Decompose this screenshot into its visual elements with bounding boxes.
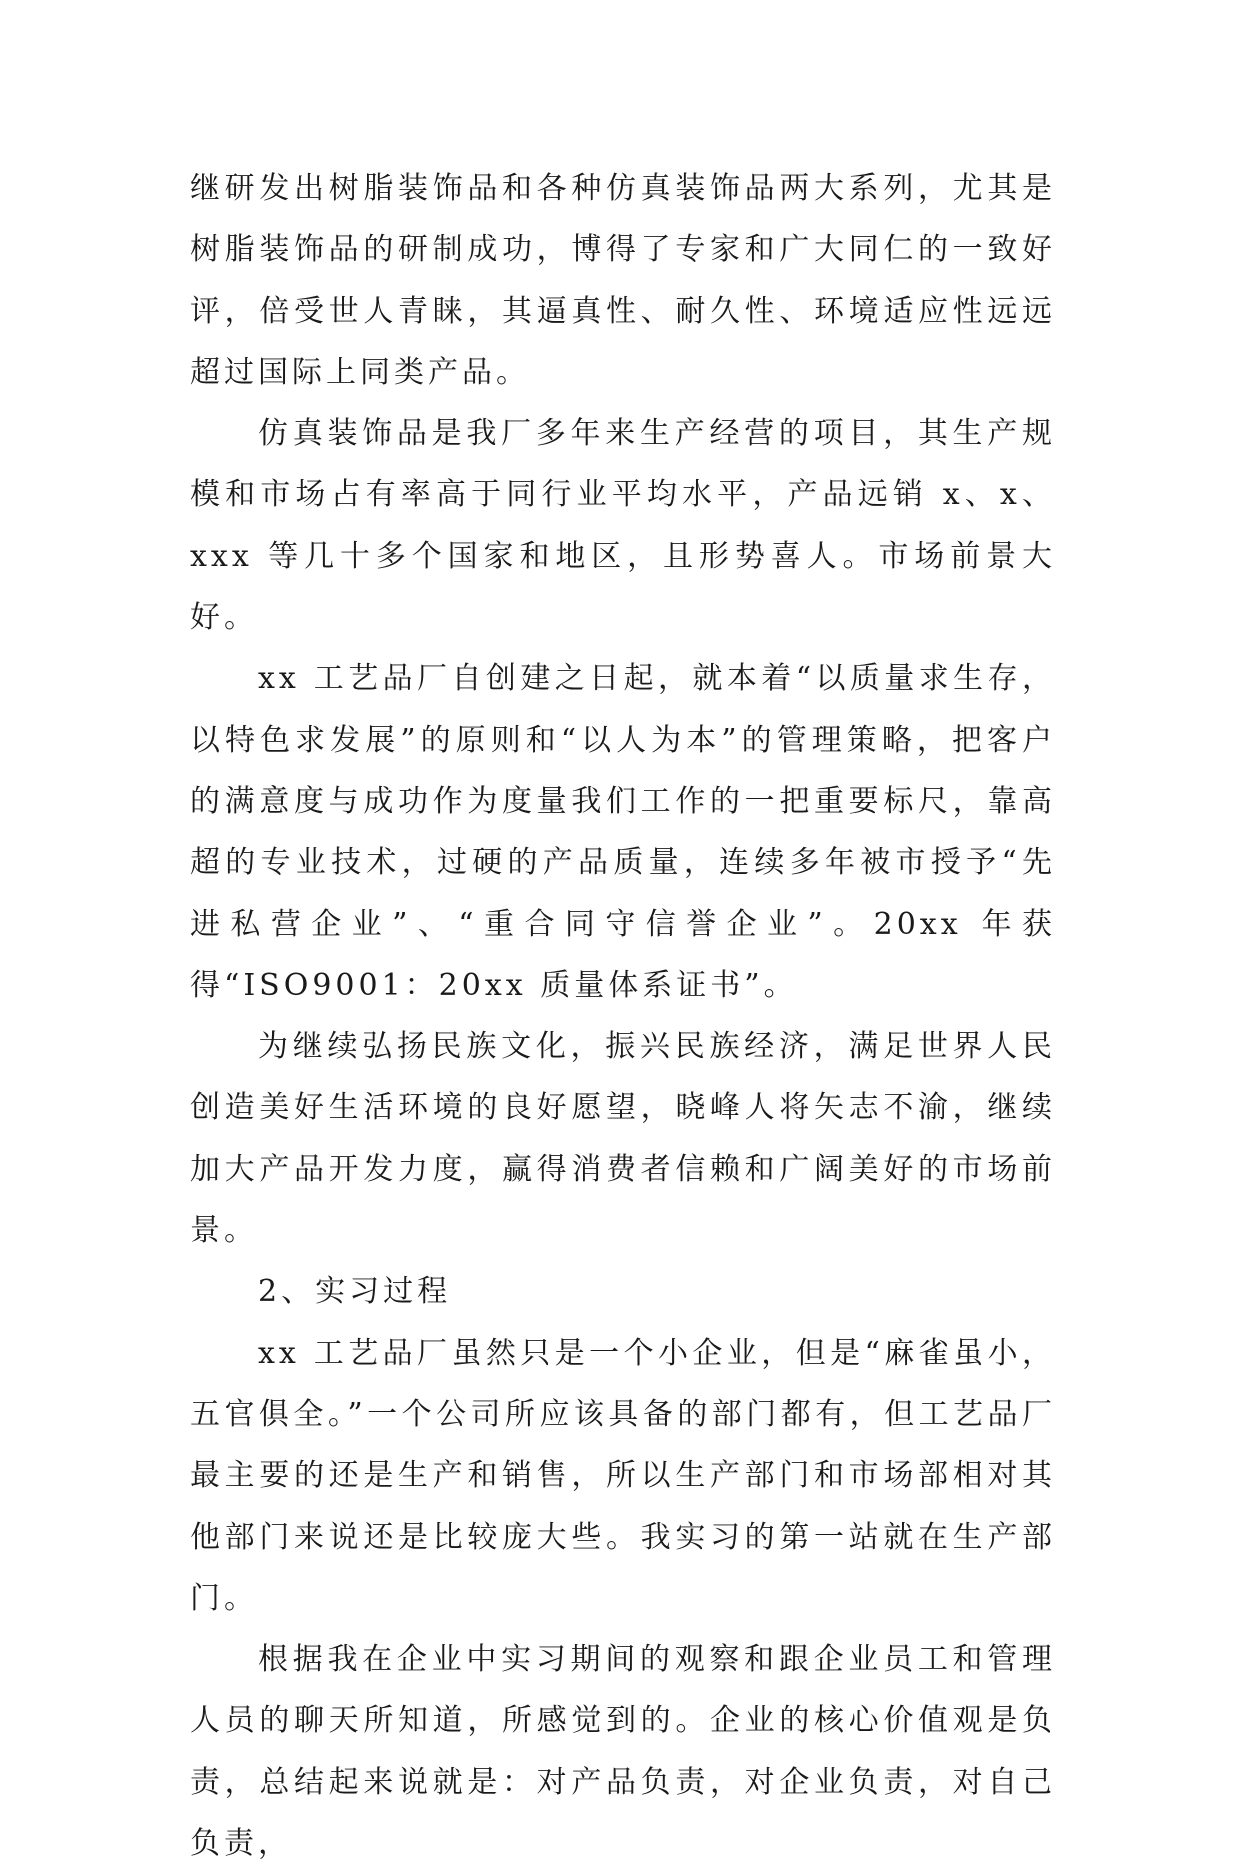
paragraph-departments: xx 工艺品厂虽然只是一个小企业，但是“麻雀虽小，五官俱全。”一个公司所应该具备的部门都有，但工艺品厂最主要的还是生产和销售，所以生产部门和市场部相对其他部门来说还是比较庞大些。我实习的第一站就在生产部门。 [190, 1335, 1056, 1616]
paragraph-company-philosophy: xx 工艺品厂自创建之日起，就本着“以质量求生存，以特色求发展”的原则和“以人为本”的管理策略，把客户的满意度与成功作为度量我们工作的一把重要标尺，靠高超的专业技术，过硬的产品质量，连续多年被市授予“先进私营企业”、“重合同守信誉企业”。20xx 年获得“ISO9001：20xx 质量体系证书”。 [190, 661, 1056, 1003]
paragraph-core-values: 根据我在企业中实习期间的观察和跟企业员工和管理人员的聊天所知道，所感觉到的。企业的核心价值观是负责，总结起来说就是：对产品负责，对企业负责，对自己负责， [190, 1642, 1056, 1862]
paragraph-simulation-products: 仿真装饰品是我厂多年来生产经营的项目，其生产规模和市场占有率高于同行业平均水平，产品远销 x、x、xxx 等几十多个国家和地区，且形势喜人。市场前景大好。 [190, 416, 1056, 636]
section-heading-internship-process: 2、实习过程 [258, 1274, 452, 1310]
paragraph-national-culture: 为继续弘扬民族文化，振兴民族经济，满足世界人民创造美好生活环境的良好愿望，晓峰人将矢志不渝，继续加大产品开发力度，赢得消费者信赖和广阔美好的市场前景。 [190, 1029, 1056, 1249]
paragraph-continued: 继研发出树脂装饰品和各种仿真装饰品两大系列，尤其是树脂装饰品的研制成功，博得了专家和广大同仁的一致好评，倍受世人青睐，其逼真性、耐久性、环境适应性远远超过国际上同类产品。 [190, 171, 1056, 390]
document-body [190, 158, 1056, 1874]
